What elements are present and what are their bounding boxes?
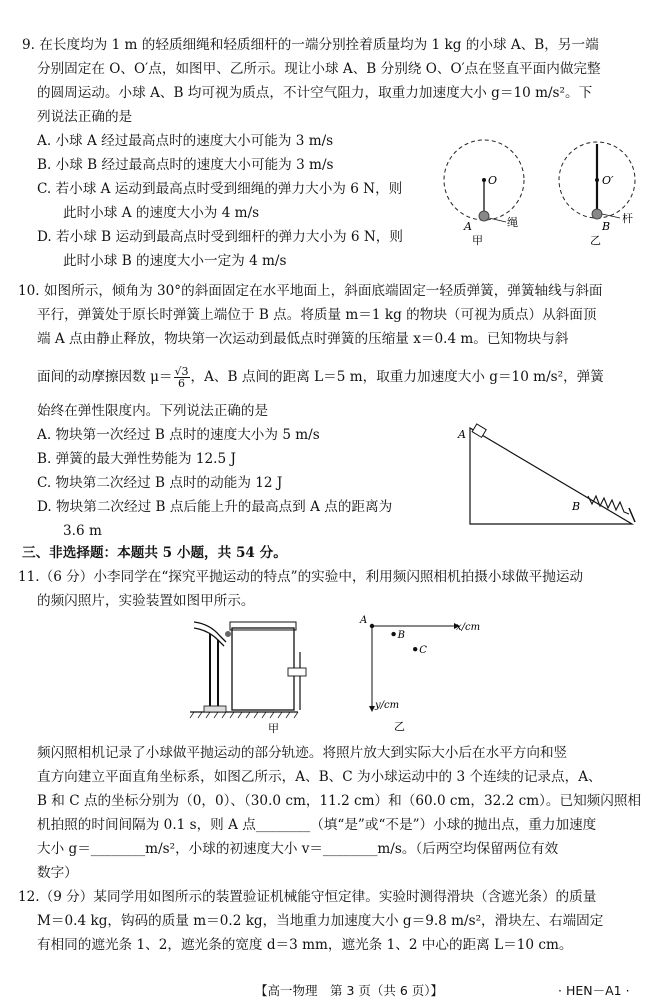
q11-text-4: 机拍照的时间间隔为 0.1 s，则 A 点________（填“是”或“不是”）小球的抛出点，重力加速度 — [37, 817, 597, 833]
q12-line-2: M＝0.4 kg，钩码的质量 m＝0.2 kg，当地重力加速度大小 g＝9.8 m/s²，滑块左、右端固定 — [37, 913, 604, 929]
block — [472, 424, 486, 437]
clamp — [288, 668, 306, 676]
q10-stem-line-1: 10. 如图所示，倾角为 30°的斜面固定在水平地面上，斜面底端固定一轻质弹簧，弹簧轴线与斜面 — [18, 283, 603, 299]
label-b: B — [602, 220, 611, 233]
label-a: A — [458, 428, 466, 441]
q10-option-d: D. 物块第二次经过 B 点后能上升的最高点到 A 点的距离为 — [37, 499, 393, 515]
caption-yi: 乙 — [590, 234, 601, 247]
footer-code: · HEN－A1 · — [558, 983, 630, 998]
label-o-prime: O′ — [602, 174, 614, 187]
q11-points — [359, 615, 427, 656]
spring-wall — [629, 508, 635, 522]
q11-coordinate-figure — [350, 612, 500, 738]
label-a: A — [464, 220, 472, 233]
page-footer — [0, 981, 652, 999]
record-point-a — [370, 624, 374, 628]
caption-yi: 乙 — [394, 720, 405, 733]
ground-hatching — [190, 712, 298, 718]
q10-stem-line-4 — [37, 366, 604, 389]
mu-denominator: 6 — [178, 377, 185, 390]
q9-option-b: B. 小球 B 经过最高点时的速度大小可能为 3 m/s — [37, 157, 334, 173]
record-point-b — [391, 632, 395, 636]
q10-mu-prefix: 面间的动摩擦因数 μ＝ — [37, 369, 173, 385]
q10-mu-suffix: ，A、B 点间的距离 L＝5 m，取重力加速度大小 g＝10 m/s²，弹簧 — [190, 369, 604, 385]
q11-text-2: 直方向建立平面直角坐标系，如图乙所示，A、B、C 为小球运动中的 3 个连续的记录点，A、 — [37, 769, 602, 785]
ball-b — [592, 209, 602, 219]
record-point-c — [413, 647, 417, 651]
q9-figure — [432, 138, 642, 258]
record-point-label-a: A — [360, 615, 368, 626]
footer-page-info: 【高一物理 第 3 页（共 6 页）】 — [255, 983, 444, 998]
label-b: B — [572, 500, 581, 513]
q11-line-1: 11.（6 分）小李同学在“探究平抛运动的特点”的实验中，利用频闪照相机拍摄小球做平抛运动 — [18, 569, 584, 585]
label-rod: 杆 — [622, 212, 633, 225]
rope-pointer — [489, 218, 506, 222]
ball — [225, 631, 231, 637]
section-heading: 三、非选择题：本题共 5 小题，共 54 分。 — [22, 545, 287, 561]
q11-text-3: B 和 C 点的坐标分别为（0，0）、（30.0 cm，11.2 cm）和（60.0 cm，32.2 cm）。已知频闪照相 — [37, 793, 642, 809]
record-point-label-b: B — [397, 630, 405, 642]
q10-option-c: C. 物块第二次经过 B 点时的动能为 12 J — [37, 475, 283, 491]
label-o: O — [488, 174, 498, 187]
q11-text-6: 数字） — [37, 865, 78, 881]
mu-numerator: √3 — [174, 365, 189, 378]
q10-stem-line-2: 平行，弹簧处于原长时弹簧上端位于 B 点。将质量 m＝1 kg 的物块（可视为质点）从斜面顶 — [37, 307, 597, 323]
q12-line-1: 12.（9 分）某同学用如图所示的装置验证机械能守恒定律。实验时测得滑块（含遮光条）的质量 — [18, 889, 597, 905]
board-top — [230, 622, 296, 630]
q9-option-c: C. 若小球 A 运动到最高点时受到细绳的弹力大小为 6 N，则 — [37, 181, 403, 197]
y-axis-label: y/cm — [375, 700, 400, 711]
q9-option-a: A. 小球 A 经过最高点时的速度大小可能为 3 m/s — [37, 133, 334, 149]
board — [232, 628, 294, 710]
stand-base — [204, 706, 226, 712]
caption-jia: 甲 — [268, 722, 279, 735]
x-axis-label: x/cm — [456, 622, 481, 633]
q9-option-d: D. 若小球 B 运动到最高点时受到细杆的弹力大小为 6 N，则 — [37, 229, 403, 245]
q10-figure — [448, 418, 644, 530]
q9-option-c-cont: 此时小球 A 的速度大小为 4 m/s — [63, 205, 260, 221]
q9-stem-line-4: 列说法正确的是 — [37, 109, 133, 125]
q10-option-d-cont: 3.6 m — [63, 523, 102, 539]
q9-stem-line-1: 9. 在长度均为 1 m 的轻质细绳和轻质细杆的一端分别拴着质量均为 1 kg 的小球 A、B，另一端 — [22, 37, 599, 53]
incline — [470, 428, 632, 524]
q9-option-d-cont: 此时小球 B 的速度大小一定为 4 m/s — [63, 253, 287, 269]
q10-stem-end: 始终在弹性限度内。下列说法正确的是 — [37, 403, 269, 419]
q12-line-3: 有相同的遮光条 1、2，遮光条的宽度 d＝3 mm，遮光条 1、2 中心的距离 L＝10 cm。 — [37, 937, 573, 953]
q10-option-b: B. 弹簧的最大弹性势能为 12.5 J — [37, 451, 236, 467]
q9-figure-right — [559, 142, 635, 247]
q11-apparatus-figure — [180, 612, 310, 738]
q9-figure-left — [444, 140, 524, 247]
q11-line-2: 的频闪照片，实验装置如图甲所示。 — [37, 593, 255, 609]
label-rope: 绳 — [507, 216, 518, 229]
q11-text-1: 频闪照相机记录了小球做平抛运动的部分轨迹。将照片放大到实际大小后在水平方向和竖 — [37, 745, 568, 761]
caption-jia: 甲 — [472, 234, 483, 247]
q10-stem-line-3: 端 A 点由静止释放，物块第一次运动到最低点时弹簧的压缩量 x＝0.4 m。已知物块与斜 — [37, 331, 569, 347]
spring — [588, 496, 629, 514]
ball-a — [479, 211, 489, 221]
q9-stem-line-2: 分别固定在 O、O′点，如图甲、乙所示。现让小球 A、B 分别绕 O、O′点在竖直平面内做完整 — [37, 61, 601, 77]
q9-stem-line-3: 的圆周运动。小球 A、B 均可视为质点，不计空气阻力，取重力加速度大小 g＝10 m/s²。下 — [37, 85, 593, 101]
mu-fraction — [174, 366, 190, 389]
q10-option-a: A. 物块第一次经过 B 点时的速度大小为 5 m/s — [37, 427, 320, 443]
q11-text-5: 大小 g＝________m/s²，小球的初速度大小 v＝________m/s。（后两空均保留两位有效 — [37, 841, 559, 857]
record-point-label-c: C — [419, 645, 427, 657]
